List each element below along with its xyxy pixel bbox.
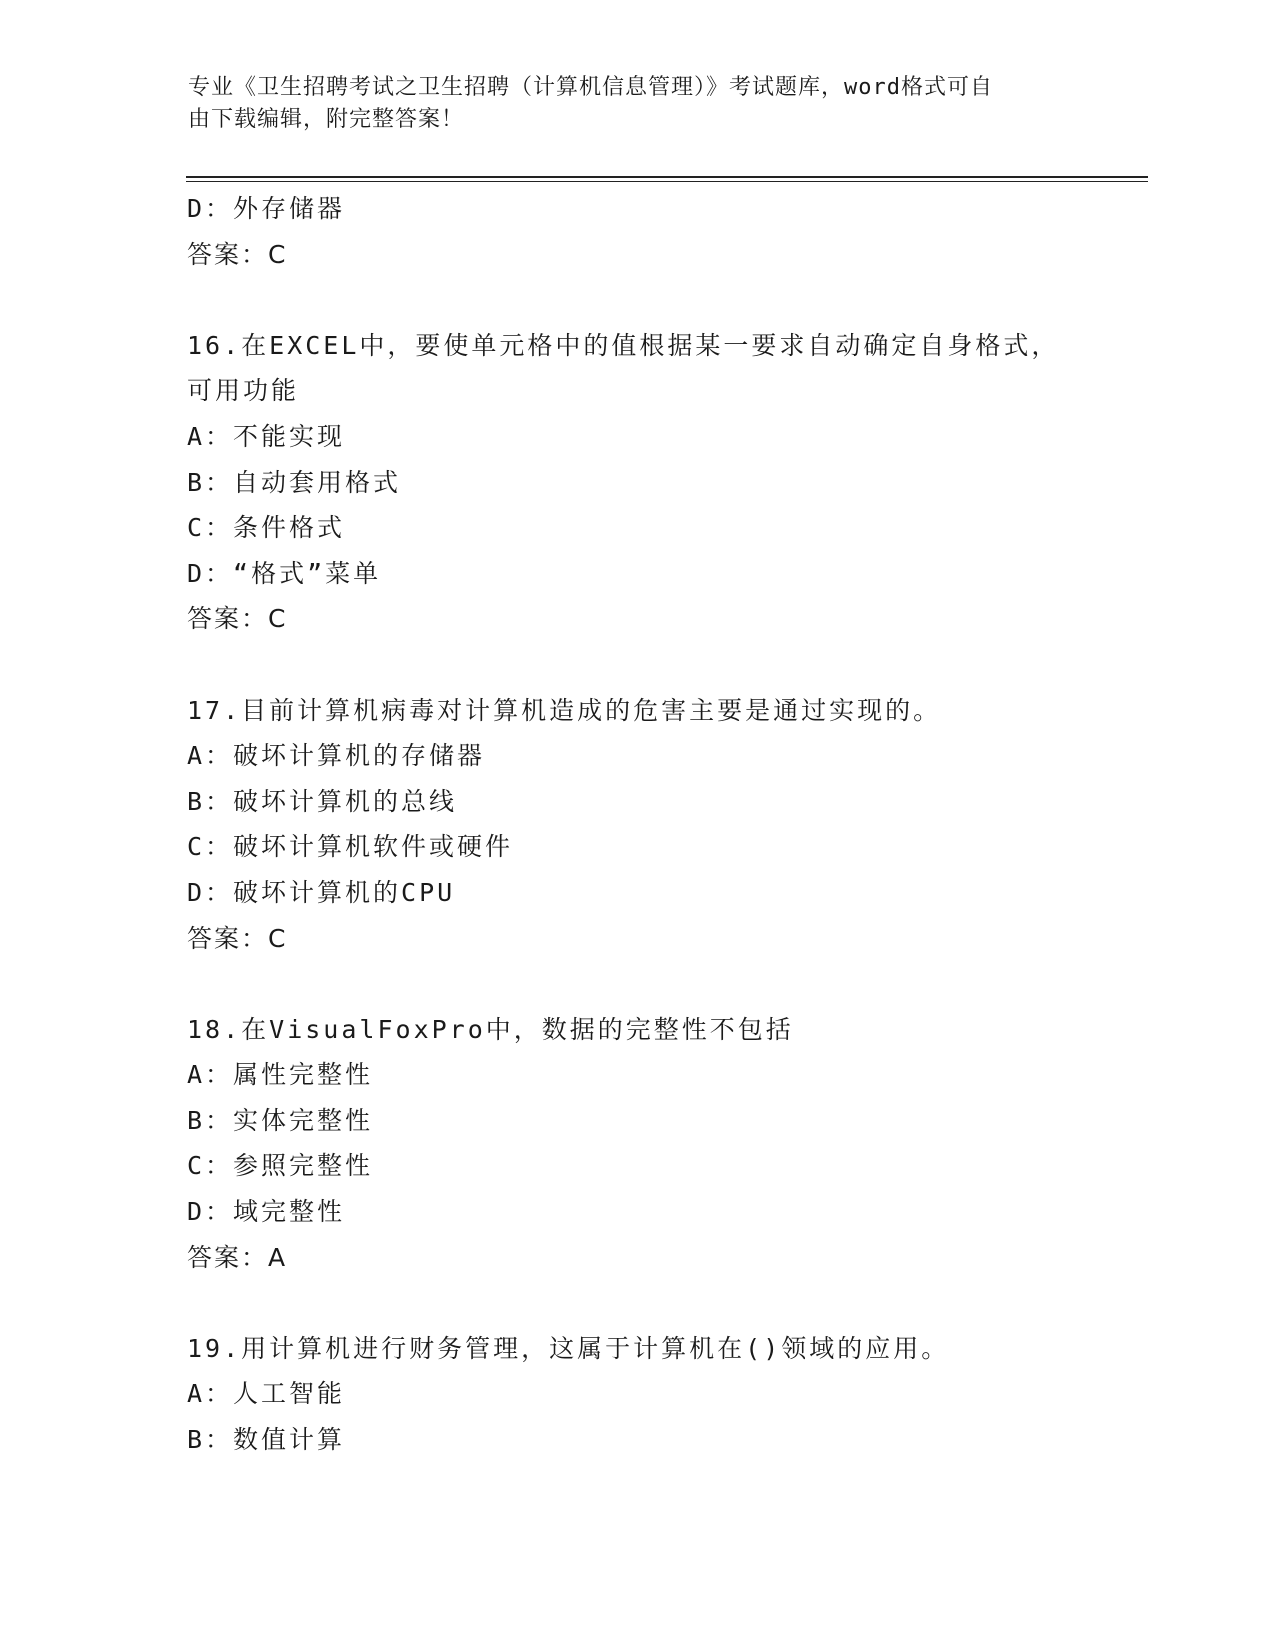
header-line-1: 专业《卫生招聘考试之卫生招聘（计算机信息管理）》考试题库，word格式可自 — [188, 75, 993, 100]
answer: 答案：C — [187, 239, 288, 269]
question-19 — [187, 1326, 1087, 1463]
answer: 答案：A — [187, 1242, 288, 1272]
spacer — [187, 1280, 1087, 1326]
option-a: A：属性完整性 — [187, 1060, 374, 1090]
option-b: B：自动套用格式 — [187, 467, 402, 497]
option-a: A：破坏计算机的存储器 — [187, 741, 486, 771]
option-b: B：数值计算 — [187, 1425, 346, 1455]
answer: 答案：C — [187, 604, 288, 634]
option-d: D：破坏计算机的CPU — [187, 877, 456, 907]
question-stem: 18.在VisualFoxPro中，数据的完整性不包括 — [187, 1014, 794, 1044]
option-b: B：破坏计算机的总线 — [187, 786, 458, 816]
question-stem: 17.目前计算机病毒对计算机造成的危害主要是通过实现的。 — [187, 695, 942, 725]
option-c: C：条件格式 — [187, 513, 346, 543]
option-b: B：实体完整性 — [187, 1105, 374, 1135]
header-rule-thick — [186, 176, 1148, 178]
question-stem: 16.在EXCEL中，要使单元格中的值根据某一要求自动确定自身格式， — [187, 330, 1060, 360]
spacer — [187, 642, 1087, 688]
option-d: D：“格式”菜单 — [187, 558, 382, 588]
option-d: D：外存储器 — [187, 194, 346, 223]
header-line-2: 由下载编辑，附完整答案！ — [188, 107, 465, 132]
option-a: A：不能实现 — [187, 421, 346, 451]
option-d: D：域完整性 — [187, 1197, 346, 1227]
option-c: C：破坏计算机软件或硬件 — [187, 832, 514, 862]
question-16 — [187, 323, 1087, 642]
option-a: A：人工智能 — [187, 1379, 346, 1409]
option-c: C：参照完整性 — [187, 1151, 374, 1181]
question-stem: 19.用计算机进行财务管理，这属于计算机在()领域的应用。 — [187, 1333, 950, 1363]
spacer — [187, 961, 1087, 1007]
page-header — [188, 72, 1088, 136]
question-stem-continued: 可用功能 — [187, 376, 300, 406]
question-17 — [187, 688, 1087, 962]
question-18 — [187, 1007, 1087, 1281]
spacer — [187, 277, 1087, 323]
header-rule-thin — [186, 181, 1148, 182]
answer: 答案：C — [187, 923, 288, 953]
document-body — [187, 186, 1087, 1463]
